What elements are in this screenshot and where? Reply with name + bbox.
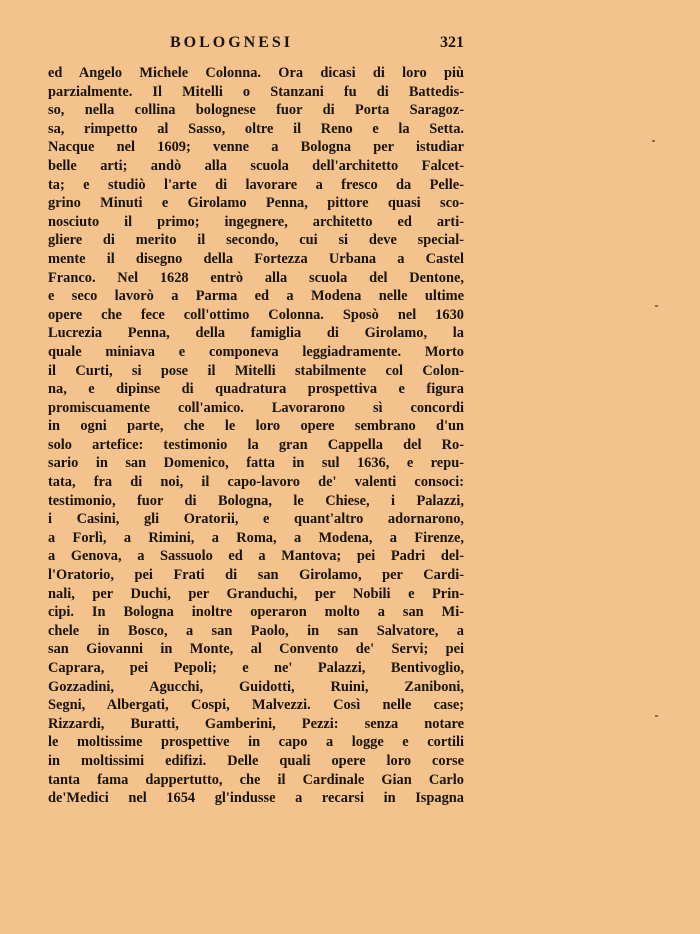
text-line: Nacque nel 1609; venne a Bologna per istudiar [48,139,464,156]
text-line: i Casini, gli Oratorii, e quant'altro adornarono, [48,511,464,528]
text-line: Segni, Albergati, Cospi, Malvezzi. Così nelle case; [48,697,464,714]
text-line: in moltissimi edifizi. Delle quali opere loro corse [48,752,464,769]
text-line: sa, rimpetto al Sasso, oltre il Reno e la Setta. [48,120,464,137]
text-line: Caprara, pei Pepoli; e ne' Palazzi, Bentivoglio, [48,660,464,676]
text-line: in ogni parte, che le loro opere sembrano d'un [48,418,464,435]
text-line: solo artefice: testimonio la gran Cappella del Ro- [48,436,464,453]
paper-speck [652,140,655,142]
text-line: Franco. Nel 1628 entrò alla scuola del Dentone, [48,269,464,286]
text-line: a Forlì, a Rimini, a Roma, a Modena, a Firenze, [48,529,464,546]
text-line: tanta fama dappertutto, che il Cardinale Gian Carlo [48,771,464,788]
text-line: chele in Bosco, a san Paolo, in san Salvatore, a [48,622,464,639]
text-line: na, e dipinse di quadratura prospettiva e figura [48,381,464,398]
text-line: ta; e studiò l'arte di lavorare a fresco da Pelle- [48,176,464,193]
text-line: parzialmente. Il Mitelli o Stanzani fu di Battedis- [48,83,464,100]
running-head: BOLOGNESI [170,34,294,51]
paper-speck [655,305,658,307]
text-line: le moltissime prospettive in capo a logge e cortili [48,734,464,751]
text-line: promiscuamente coll'amico. Lavorarono sì concordi [48,399,464,416]
text-line: san Giovanni in Monte, al Convento de' Servi; pei [48,641,464,658]
paper-speck [655,715,658,717]
text-line: de'Medici nel 1654 gl'indusse a recarsi in Ispagna [48,790,464,807]
text-line: Rizzardi, Buratti, Gamberini, Pezzi: senza notare [48,715,464,732]
page-number: 321 [440,34,464,51]
text-line: belle arti; andò alla scuola dell'architetto Falcet- [48,157,464,174]
text-line: Lucrezia Penna, della famiglia di Girolamo, la [48,325,464,342]
page-header [50,34,464,54]
text-line: mente il disegno della Fortezza Urbana a Castel [48,250,464,267]
text-line: sario in san Domenico, fatta in sul 1636, e repu- [48,455,464,472]
text-line: quale miniava e componeva leggiadramente. Morto [48,343,464,360]
text-line: cipi. In Bologna inoltre operaron molto a san Mi- [48,604,464,621]
text-line: so, nella collina bolognese fuor di Porta Saragoz- [48,102,464,119]
text-line: opere che fece coll'ottimo Colonna. Sposò nel 1630 [48,306,464,323]
text-line: e seco lavorò a Parma ed a Modena nelle ultime [48,288,464,305]
text-line: gliere di merito il secondo, cui si deve special- [48,232,464,249]
text-line: ed Angelo Michele Colonna. Ora dicasi di loro più [48,65,464,81]
text-line: nali, per Duchi, per Granduchi, per Nobili e Prin- [48,585,464,602]
body-text [48,64,464,808]
text-line: nosciuto il primo; ingegnere, architetto ed arti- [48,213,464,230]
text-line: Gozzadini, Agucchi, Guidotti, Ruini, Zaniboni, [48,678,464,695]
text-line: tata, fra di noi, il capo-lavoro de' valenti consoci: [48,474,464,491]
text-line: il Curti, si pose il Mitelli stabilmente col Colon- [48,362,464,379]
text-line: testimonio, fuor di Bologna, le Chiese, i Palazzi, [48,492,464,509]
text-line: l'Oratorio, pei Frati di san Girolamo, per Cardi- [48,567,464,584]
text-line: grino Minuti e Girolamo Penna, pittore quasi sco- [48,195,464,212]
text-line: a Genova, a Sassuolo ed a Mantova; pei Padri del- [48,548,464,565]
